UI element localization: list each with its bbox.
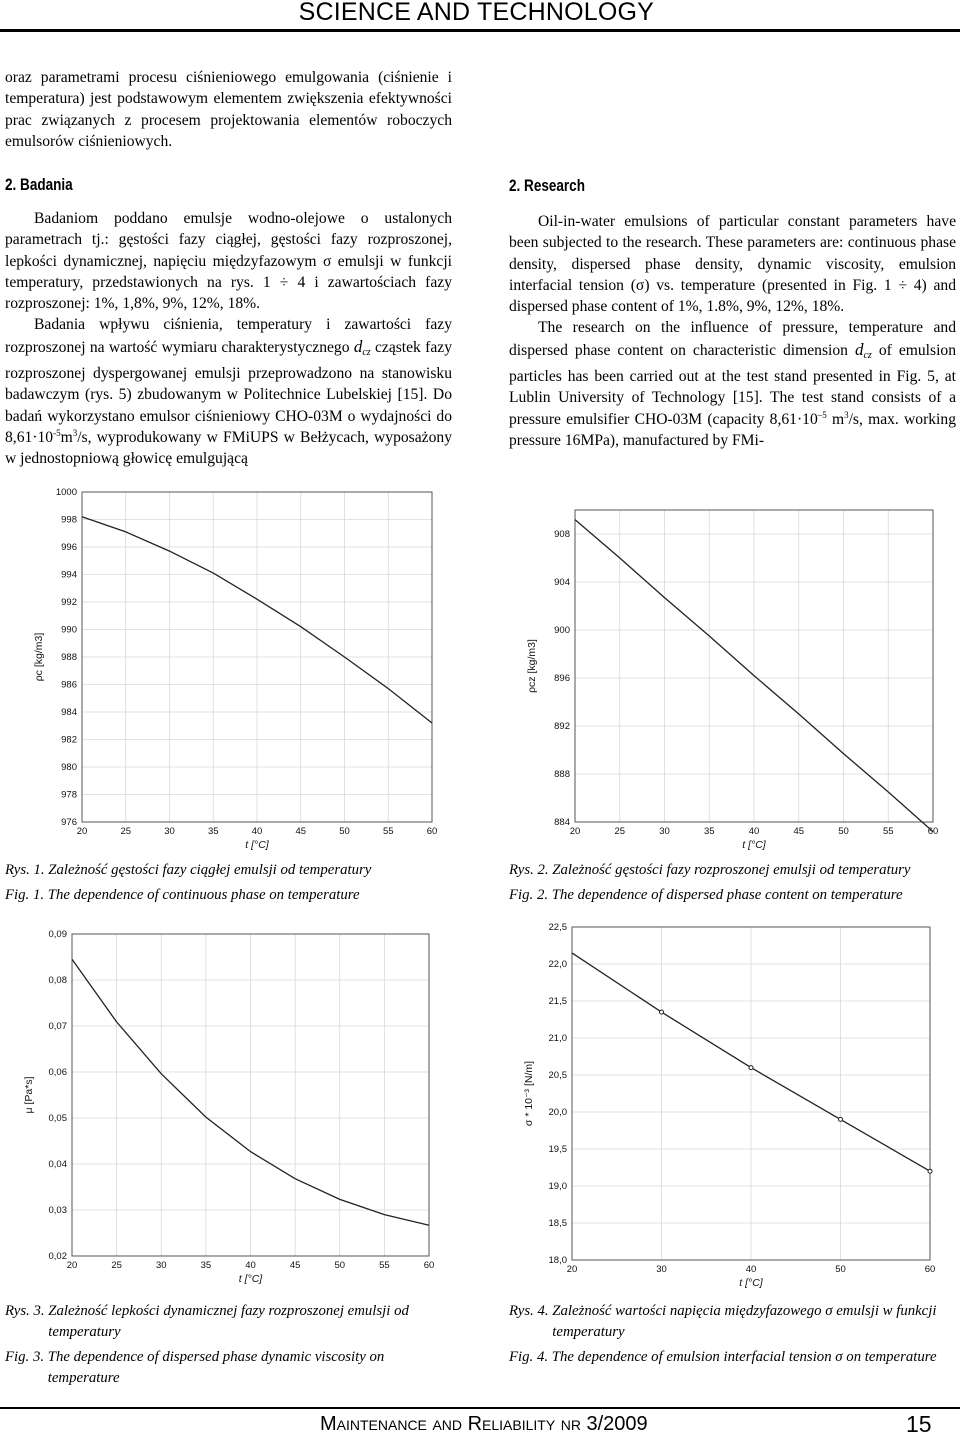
y-axis-label: σ * 10⁻³ [N/m] [523,1060,535,1127]
footer-rule [0,1407,960,1409]
x-axis-label: t [°C] [739,1277,763,1289]
caption-lead: Fig. 3. [5,1349,48,1365]
chart-4-interfacial-tension [500,918,960,1293]
right-p2-part-a: The research on the influence of pressure, temperature and dispersed phase content on characteristic dimension [509,319,956,359]
superscript-exp: –5 [817,409,827,420]
y-tick-label: 21,0 [548,1033,567,1044]
y-tick-label: 900 [554,625,570,636]
y-tick-label: 21,5 [548,996,567,1007]
x-tick-label: 60 [927,826,939,837]
chart-3-dynamic-viscosity [0,918,460,1293]
subscript-cz: cz [863,349,872,361]
caption-fig1 [5,860,455,906]
y-tick-label: 980 [61,762,77,773]
x-tick-label: 60 [423,1260,435,1271]
left-paragraph-1: Badaniom poddano emulsje wodno-olejowe o ustalonych parametrach tj.: gęstości fazy ciągłej, gęstości fazy rozproszonej, lepkości dynamicznej, napięciu międzyfazowym σ emulsji w funkcji temperatury, przedstawionych na rys. 1 ÷ 4 i zawartościach fazy rozproszonej: 1%, 1,8%, 9%, 12%, 18%. [5,210,452,313]
subscript-cz: cz [362,346,371,358]
caption-text-pl: Zależność wartości napięcia międzyfazowego σ emulsji w funkcji temperatury [552,1303,937,1340]
x-tick-label: 60 [426,826,438,837]
left-paragraph-2 [5,314,452,469]
page-header-title: SCIENCE AND TECHNOLOGY [298,0,654,26]
y-tick-label: 896 [554,673,570,684]
y-tick-label: 990 [61,624,77,636]
y-tick-label: 904 [554,577,570,588]
caption-lead: Rys. 1. [5,862,49,878]
y-tick-label: 20,5 [548,1070,567,1081]
caption-text-pl: Zależność gęstości fazy rozproszonej emulsji od temperatury [552,862,911,878]
x-tick-label: 40 [748,826,760,837]
superscript-exp: -5 [53,427,61,438]
right-section-heading: 2. Research [509,177,585,195]
x-tick-label: 25 [111,1260,122,1271]
y-tick-label: 18,0 [548,1255,567,1266]
x-tick-label: 45 [793,826,805,837]
symbol-d: d [854,339,864,359]
y-tick-label: 998 [61,514,77,526]
y-tick-label: 0,08 [48,975,67,986]
x-tick-label: 45 [289,1260,301,1271]
x-tick-label: 45 [295,826,307,837]
left-p2-part-d: /s, wyprodukowany w FMiUPS w Bełżycach, wyposażony w jednostopniową głowicę emulgującą [5,428,452,468]
caption-text-en: The dependence of emulsion interfacial tension σ on temperature [551,1349,937,1365]
caption-lead: Rys. 3. [5,1303,49,1319]
left-p2-part-a: Badania wpływu ciśnienia, temperatury i zawartości fazy rozproszonej na wartość wymiaru charakterystycznego [5,316,452,356]
y-tick-label: 884 [554,817,570,828]
caption-text-pl: Zależność gęstości fazy ciągłej emulsji od temperatury [48,862,372,878]
chart-2-svg [500,480,960,850]
x-tick-label: 50 [838,826,849,837]
y-tick-label: 22,0 [548,959,567,970]
caption-text-pl: Zależność lepkości dynamicznej fazy rozproszonej emulsji od temperatury [48,1303,409,1340]
caption-lead: Rys. 4. [509,1303,553,1319]
right-p2-part-d: /s, max. working pressure 16MPa), manufactured by FMi- [509,410,956,449]
caption-text-en: The dependence of dispersed phase content on temperature [551,887,903,903]
y-axis-label: ρc [kg/m3] [33,632,45,682]
x-tick-label: 50 [334,1260,346,1271]
x-tick-label: 25 [120,826,132,837]
right-body [509,211,956,451]
chart-2-dispersed-phase-density [500,480,960,855]
left-body [5,208,452,470]
data-point [928,1169,932,1173]
y-tick-label: 982 [61,734,77,746]
y-axis-label: μ [Pa*s] [23,1076,35,1114]
y-tick-label: 986 [61,679,77,691]
x-tick-label: 25 [614,826,626,837]
y-tick-label: 22,5 [548,922,567,933]
caption-fig4 [509,1301,959,1368]
x-axis-label: t [°C] [245,839,269,851]
data-point [839,1117,843,1121]
page-number: 15 [906,1411,932,1437]
x-tick-label: 30 [164,826,175,837]
y-tick-label: 0,05 [48,1113,67,1124]
y-tick-label: 0,09 [48,929,67,940]
x-tick-label: 40 [745,1264,757,1275]
right-p2-part-b: of emulsion particles has been carried out at the test stand presented in Fig. 5, at Lublin University of Technology [15]. The test stand consists of a pressure emulsifier CHO-03M (capacity 8,61·10 [509,341,956,428]
y-tick-label: 988 [61,652,77,663]
x-tick-label: 20 [76,826,88,837]
x-tick-label: 35 [207,826,219,837]
y-axis-label: ρcz [kg/m3] [526,639,538,693]
right-paragraph-1: Oil-in-water emulsions of particular constant parameters have been subjected to the research. These parameters are: continuous phase density, dispersed phase density, dynamic viscosity, emulsion interfacial tension (σ) vs. temperature (presented in Fig. 1 ÷ 4) and dispersed phase content of 1%, 1.8%, 9%, 12%, 18%. [509,213,956,316]
x-tick-label: 20 [66,1260,78,1271]
x-tick-label: 20 [569,826,581,837]
caption-text-en: The dependence of continuous phase on temperature [47,887,360,903]
y-tick-label: 976 [61,817,77,828]
y-tick-label: 908 [554,529,570,540]
left-p2-part-c: m [60,428,73,446]
x-tick-label: 50 [339,826,350,837]
y-tick-label: 20,0 [548,1107,567,1118]
y-tick-label: 994 [61,569,77,581]
caption-lead: Fig. 4. [509,1349,552,1365]
y-tick-label: 992 [61,597,77,608]
y-tick-label: 0,03 [48,1205,67,1216]
right-paragraph-2 [509,317,956,451]
y-tick-label: 984 [61,707,77,718]
caption-lead: Rys. 2. [509,862,553,878]
chart-4-svg [500,918,960,1288]
y-tick-label: 0,07 [48,1021,67,1032]
y-tick-label: 996 [61,542,77,553]
x-tick-label: 50 [835,1264,846,1275]
superscript-3: 3 [72,427,78,438]
y-tick-label: 0,06 [48,1067,67,1078]
left-intro-paragraph [5,67,452,152]
x-axis-label: t [°C] [238,1273,263,1285]
chart-1-svg [0,480,460,850]
caption-lead: Fig. 1. [5,887,48,903]
chart-3-svg [0,918,460,1288]
y-tick-label: 892 [554,721,570,732]
x-axis-label: t [°C] [742,839,766,851]
x-tick-label: 30 [656,1264,667,1275]
x-tick-label: 30 [155,1260,167,1271]
right-p2-part-c: m [826,410,845,428]
data-point [660,1010,664,1014]
y-tick-label: 1000 [55,487,77,498]
symbol-d: d [353,336,363,356]
y-tick-label: 0,04 [48,1159,67,1170]
x-tick-label: 35 [200,1260,212,1271]
left-section-heading: 2. Badania [5,176,73,194]
x-tick-label: 60 [924,1264,936,1275]
caption-lead: Fig. 2. [509,887,552,903]
y-tick-label: 18,5 [548,1218,567,1229]
caption-fig2 [509,860,959,906]
x-tick-label: 30 [659,826,670,837]
chart-1-continuous-phase-density [0,480,460,855]
caption-text-en: The dependence of dispersed phase dynamic viscosity on temperature [47,1349,385,1386]
data-point [749,1066,753,1070]
x-tick-label: 55 [379,1260,390,1271]
y-tick-label: 19,0 [548,1181,567,1192]
y-tick-label: 888 [554,769,570,780]
x-tick-label: 20 [566,1264,578,1275]
intro-text: oraz parametrami procesu ciśnieniowego emulgowania (ciśnienie i temperatura) jest podstawowym elementem zwiększenia efektywności prac związanych z procesem projektowania elementów roboczych emulsorów ciśnieniowych. [5,69,452,150]
header-rule [0,29,960,32]
x-tick-label: 55 [382,826,394,837]
caption-fig3 [5,1301,455,1389]
y-tick-label: 0,02 [48,1251,67,1262]
y-tick-label: 978 [61,789,77,801]
left-p2-part-b: cząstek fazy rozproszonej dyspergowanej emulsji przeprowadzono na stanowisku badawczym (rys. 5) zbudowanym w Politechnice Lubelskiej [15]. Do badań wykorzystano emulsor ciśnieniowy CHO-03M o wydajności do 8,61·10 [5,338,452,446]
x-tick-label: 55 [882,826,894,837]
x-tick-label: 40 [251,826,263,837]
superscript-3: 3 [844,409,849,420]
journal-name: Maintenance and Reliability nr 3/2009 [320,1413,648,1435]
x-tick-label: 40 [245,1260,256,1271]
y-tick-label: 19,5 [548,1144,567,1155]
x-tick-label: 35 [703,826,715,837]
